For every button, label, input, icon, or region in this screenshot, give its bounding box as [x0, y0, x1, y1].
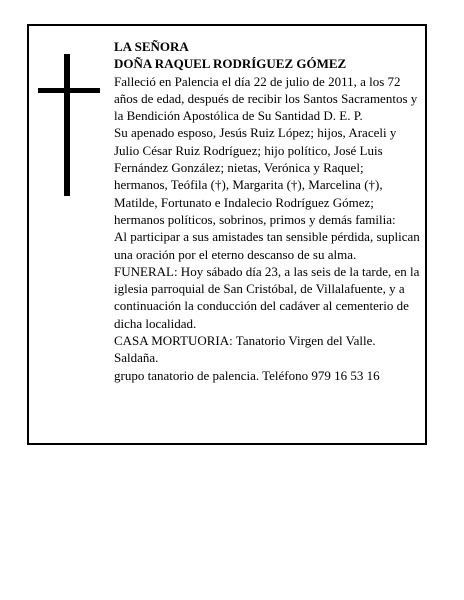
deceased-name: DOÑA RAQUEL RODRÍGUEZ GÓMEZ — [114, 56, 347, 72]
funeral-home-info: CASA MORTUORIA: Tanatorio Virgen del Valle. Saldaña. — [114, 333, 376, 366]
contact-info: grupo tanatorio de palencia. Teléfono 979 16 53 16 — [114, 367, 380, 383]
prayer-request: Al participar a sus amistades tan sensible pérdida, suplican una oración por el eterno descanso de su alma. — [114, 229, 420, 262]
notice-text — [114, 38, 420, 384]
cross-horizontal-bar — [38, 88, 100, 93]
cross-vertical-bar — [64, 54, 70, 196]
notice-title: LA SEÑORA — [114, 39, 189, 54]
funeral-info: FUNERAL: Hoy sábado día 23, a las seis de la tarde, en la iglesia parroquial de San Cristóbal, de Villalafuente, y a continuación la conducción del cadáver al cementerio de dicha localidad. — [114, 263, 420, 331]
cross-icon — [38, 54, 100, 196]
death-announcement: Falleció en Palencia el día 22 de julio de 2011, a los 72 años de edad, después de recibir los Santos Sacramentos y la Bendición Apostólica de Su Santidad D. E. P. — [114, 73, 418, 124]
family-list: Su apenado esposo, Jesús Ruiz López; hijos, Araceli y Julio César Ruiz Rodríguez; hijo político, José Luis Fernández González; nietas, Verónica y Raquel; hermanos, Teófila (†), Margarita (†), Marcelina (†), Matilde, Fortunato e Indalecio Rodríguez Gómez; hermanos políticos, sobrinos, primos y demás familia: — [114, 125, 397, 227]
